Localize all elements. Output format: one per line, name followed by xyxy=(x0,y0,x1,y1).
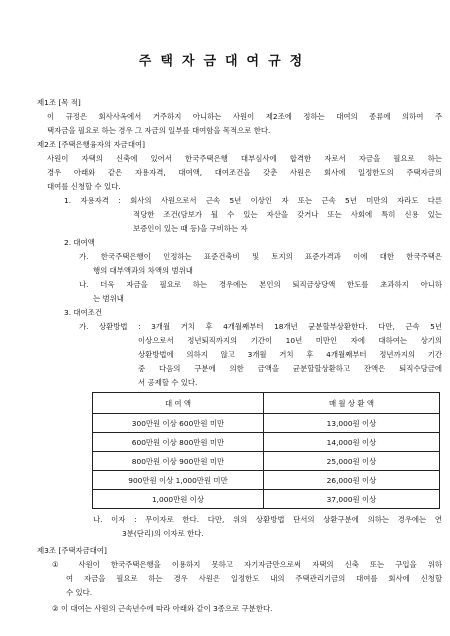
article-1-line-1: 이 규정은 회사사옥에서 거주하지 아니하는 사원이 제2조에 정하는 대여의 종류에 의하여 주 xyxy=(47,112,442,121)
article-2-intro-line-2: 경우 아래와 같은 자용자격, 대여액, 대여조건을 갖춘 사원은 회사에 일정한도의 주택자금의 xyxy=(47,168,442,177)
repayment-table xyxy=(92,392,440,509)
item-3a-line-2: 이상으로서 정년퇴직까지의 기간이 10년 미만인 자에 대하여는 상기의 xyxy=(138,336,442,345)
table-row xyxy=(93,471,440,490)
article-3-para-1-line-3: 수 있다. xyxy=(66,588,93,597)
article-3-para-1-line-1: ① 사원이 한국주택은행을 이용하지 못하고 자기자금만으로써 자택의 신축 또는 구입을 위하 xyxy=(52,560,442,569)
article-1-heading: 제1조 [목 적] xyxy=(37,98,81,107)
article-3-heading: 제3조 [주택자금대여] xyxy=(37,546,107,555)
loan-amount-cell: 300만원 이상 600만원 미만 xyxy=(93,414,264,433)
loan-amount-cell: 900만원 이상 1,000만원 미만 xyxy=(93,471,264,490)
loan-amount-cell: 1,000만원 이상 xyxy=(93,490,264,509)
article-2-heading: 제2조 [주택은행융자의 자금대여] xyxy=(37,140,145,149)
item-2a-line-2: 행의 대부액과의 차액의 범위내 xyxy=(93,266,193,275)
page-title: 주택자금대여규정 xyxy=(138,54,312,69)
table-row xyxy=(93,490,440,509)
table-header-row xyxy=(93,393,440,414)
repayment-cell: 26,000원 이상 xyxy=(264,471,440,490)
article-1-line-2: 택자금을 필요로 하는 경우 그 자금의 일부를 대여함을 목적으로 한다. xyxy=(47,126,271,135)
item-3-heading: 3. 대여조건 xyxy=(64,308,102,317)
item-2b-line-2: 는 범위내 xyxy=(93,294,124,303)
article-3-para-2: ② 이 대여는 사원의 근속년수에 따라 아래와 같이 3종으로 구분한다. xyxy=(52,604,273,613)
repayment-cell: 13,000원 이상 xyxy=(264,414,440,433)
item-2a-line-1: 가. 한국주택은행이 인정하는 표준건축비 및 토지의 표준가격과 이에 대한 한국주택은 xyxy=(79,252,442,261)
item-1-line-2: 적당한 조건(담보가 될 수 있는 자산을 갖거나 또는 사회에 특히 신용 있는 xyxy=(133,210,442,219)
article-3-para-1-line-2: 여 자금을 필요로 하는 경우 사원은 일정한도 내의 주택관리기금의 대여를 회사에 신청할 xyxy=(66,574,442,583)
repayment-cell: 25,000원 이상 xyxy=(264,452,440,471)
item-3a-line-3: 상환방법에 의하지 않고 3개월 거치 후 4개월째부터 정년까지의 기간 xyxy=(138,350,442,359)
header-loan-amount: 대 여 액 xyxy=(93,393,264,414)
item-1-line-1: 1. 자용자격 : 회사의 사원으로서 근속 5년 이상인 자 또는 근속 5년 미만의 자라도 다른 xyxy=(64,196,442,205)
repayment-cell: 14,000원 이상 xyxy=(264,433,440,452)
loan-amount-cell: 800만원 이상 900만원 미만 xyxy=(93,452,264,471)
item-2-heading: 2. 대여액 xyxy=(64,238,95,247)
article-2-intro-line-1: 사원이 자택의 신축에 있어서 한국주택은행 대부심사에 합격한 자로서 자금을 필요로 하는 xyxy=(47,154,442,163)
item-3b-line-2: 3분(단리)의 이자로 한다. xyxy=(122,529,204,538)
item-1-line-3: 보증인이 있는 때 등)을 구비하는 자 xyxy=(133,224,248,233)
table-row xyxy=(93,433,440,452)
item-2b-line-1: 나. 더욱 자금을 필요로 하는 경우에는 본인의 퇴직금상당액 한도를 초과하지 아니하 xyxy=(79,280,442,289)
repayment-cell: 37,000원 이상 xyxy=(264,490,440,509)
table-row xyxy=(93,414,440,433)
article-2-intro-line-3: 대여를 신청할 수 있다. xyxy=(47,182,121,191)
loan-amount-cell: 600만원 이상 800만원 미만 xyxy=(93,433,264,452)
header-monthly-repayment: 매 월 상 환 액 xyxy=(264,393,440,414)
item-3b-line-1: 나. 이자 : 무이자로 한다. 다만, 위의 상환방법 단서의 상환구분에 의하는 경우에는 연 xyxy=(93,515,442,524)
item-3a-line-4: 중 다음의 구분에 의한 금액을 균분할할상환하고 잔액은 퇴직수당금에 xyxy=(138,364,442,373)
item-3a-line-5: 서 공제할 수 있다. xyxy=(138,378,198,387)
table-row xyxy=(93,452,440,471)
item-3a-line-1: 가. 상환방법 : 3개월 거치 후 4개월째부터 18개년 균분할부상환한다. 다만, 근속 5년 xyxy=(79,322,442,331)
